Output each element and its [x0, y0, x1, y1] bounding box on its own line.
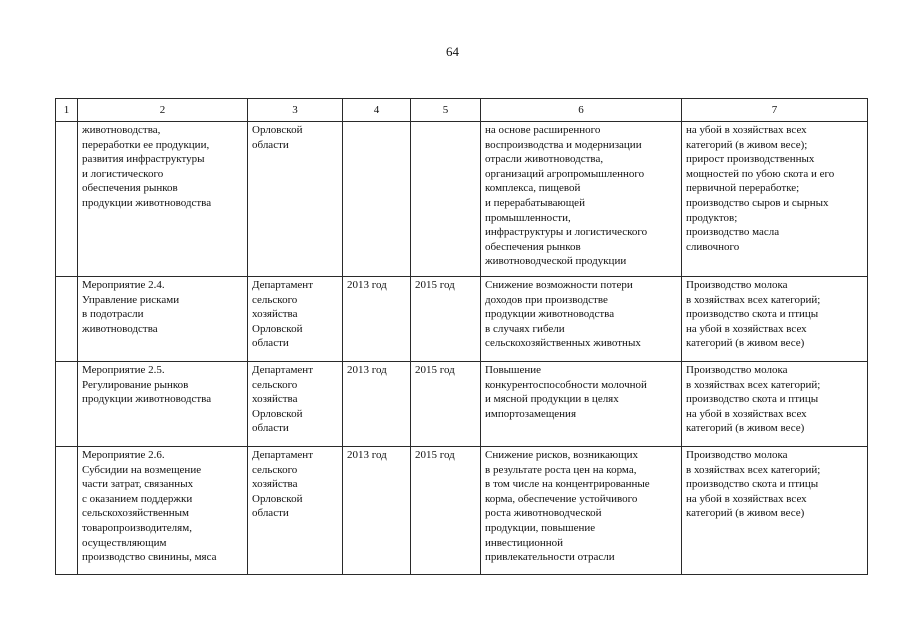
expected-result-cell: Снижение возможности потери доходов при производстве продукции животноводства в случаях гибели сельскохозяйственных животных — [481, 277, 682, 362]
end-year-cell: 2015 год — [411, 277, 481, 362]
start-year-cell — [343, 122, 411, 277]
expected-result-cell: Повышение конкурентоспособности молочной и мясной продукции в целях импортозамещения — [481, 362, 682, 447]
table-row — [56, 447, 868, 575]
row-number-cell — [56, 447, 78, 575]
measure-name-cell: Мероприятие 2.4. Управление рисками в подотрасли животноводства — [78, 277, 248, 362]
column-number-5: 5 — [411, 99, 481, 122]
indicator-cell: Производство молока в хозяйствах всех категорий; производство скота и птицы на убой в хозяйствах всех категорий (в живом весе) — [682, 447, 868, 575]
column-number-2: 2 — [78, 99, 248, 122]
executor-cell: Департамент сельского хозяйства Орловской области — [248, 447, 343, 575]
table-row — [56, 277, 868, 362]
expected-result-cell: Снижение рисков, возникающих в результате роста цен на корма, в том числе на концентрированные корма, обеспечение устойчивого роста животноводческой продукции, повышение инвестиционной привлекательности отрасли — [481, 447, 682, 575]
executor-cell: Орловской области — [248, 122, 343, 277]
end-year-cell: 2015 год — [411, 447, 481, 575]
measure-name-cell: Мероприятие 2.6. Субсидии на возмещение части затрат, связанных с оказанием поддержки сельскохозяйственным товаропроизводителям, осуществляющим производство свинины, мяса — [78, 447, 248, 575]
end-year-cell: 2015 год — [411, 362, 481, 447]
executor-cell: Департамент сельского хозяйства Орловской области — [248, 362, 343, 447]
page-number: 64 — [446, 44, 459, 59]
measure-name-cell: Мероприятие 2.5. Регулирование рынков продукции животноводства — [78, 362, 248, 447]
indicator-cell: на убой в хозяйствах всех категорий (в живом весе); прирост производственных мощностей по убою скота и его первичной переработке; производство сыров и сырных продуктов; производство масла сливочного — [682, 122, 868, 277]
end-year-cell — [411, 122, 481, 277]
indicator-cell: Производство молока в хозяйствах всех категорий; производство скота и птицы на убой в хозяйствах всех категорий (в живом весе) — [682, 362, 868, 447]
table-row — [56, 122, 868, 277]
column-number-7: 7 — [682, 99, 868, 122]
row-number-cell — [56, 122, 78, 277]
column-number-6: 6 — [481, 99, 682, 122]
table-header-row — [56, 99, 868, 122]
column-number-1: 1 — [56, 99, 78, 122]
indicator-cell: Производство молока в хозяйствах всех категорий; производство скота и птицы на убой в хозяйствах всех категорий (в живом весе) — [682, 277, 868, 362]
row-number-cell — [56, 277, 78, 362]
start-year-cell: 2013 год — [343, 362, 411, 447]
start-year-cell: 2013 год — [343, 277, 411, 362]
column-number-3: 3 — [248, 99, 343, 122]
measures-table — [55, 98, 868, 575]
expected-result-cell: на основе расширенного воспроизводства и модернизации отрасли животноводства, организаций агропромышленного комплекса, пищевой и перерабатывающей промышленности, инфраструктуры и логистического обеспечения рынков животноводческой продукции — [481, 122, 682, 277]
measure-name-cell: животноводства, переработки ее продукции, развития инфраструктуры и логистического обеспечения рынков продукции животноводства — [78, 122, 248, 277]
table-row — [56, 362, 868, 447]
executor-cell: Департамент сельского хозяйства Орловской области — [248, 277, 343, 362]
column-number-4: 4 — [343, 99, 411, 122]
start-year-cell: 2013 год — [343, 447, 411, 575]
row-number-cell — [56, 362, 78, 447]
